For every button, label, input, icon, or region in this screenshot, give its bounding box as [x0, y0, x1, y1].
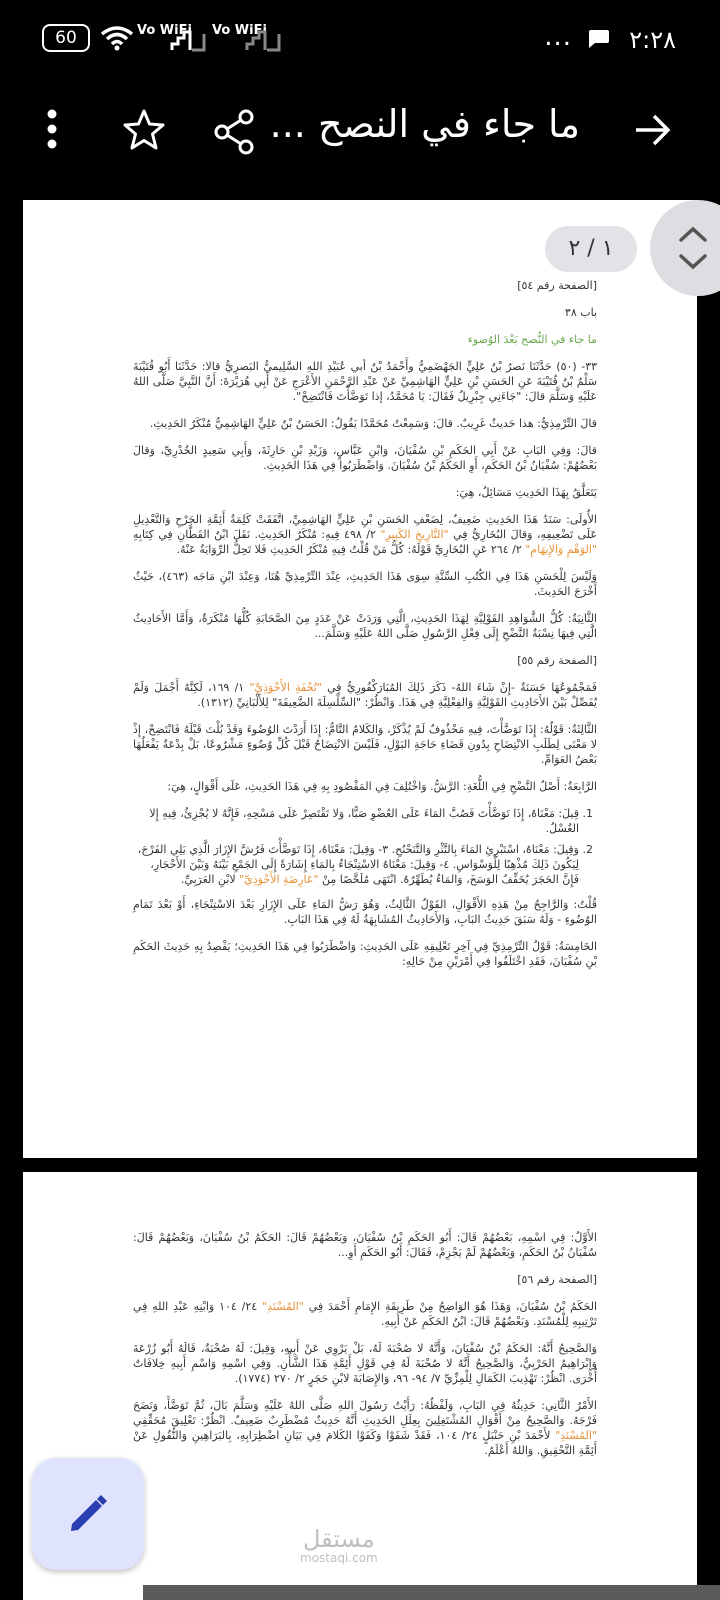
battery-indicator — [42, 24, 90, 52]
list-item: 2. وَقِيلَ: مَعْنَاهُ، اسْتَبْرِئِ المَاءَ بِالنَّثْرِ وَالتَّنَحْنُحِ. ٣- وَقِيلَ: مَعْنَاهُ، إِذَا تَوَضَّأْتَ فَرُشَّ الإِزَارَ الَّذِي يَلِي الفَرْجَ، لِيَكُونَ ذَلِكَ مُذْهِبًا لِلْوَسْوَاسِ. ٤- وَقِيلَ: مَعْنَاهُ الاسْتِنْجَاءُ بِالمَاءِ إِشَارَةً إِلَى الجَمْعِ بَيْنَهُ وَبَيْنَ الأَحْجَارِ، فَإِنَّ الحَجَرَ يُخَفِّفُ الوَسَخَ، وَالمَاءُ يُطَهِّرُهُ. انْتَهَى مُلَخَّصًا مِنْ "عَارِضَةِ الأَحْوَذِيِّ" لابْنِ العَرَبِيِّ. — [133, 842, 579, 887]
paragraph: الرَّابِعَةُ: أَصْلُ النَّضْحِ فِي اللُّغَةِ: الرَّشُّ. وَاخْتُلِفَ فِي المَقْصُودِ بِهِ فِي هَذَا الحَدِيثِ، عَلَى أَقْوَالٍ، هِيَ: — [167, 780, 597, 793]
book-reference-link: "تُحْفَةِ الأَحْوَذِيِّ" — [249, 681, 322, 694]
paragraph: وَالصَّحِيحُ أَنَّهُ: الحَكَمُ بْنُ سُفْيَانَ، وَأَنَّهُ لا صُحْبَةَ لَهُ، بَلْ يَرْوِي عَنْ أَبِيهِ، وَقِيلَ: لَهُ صُحْبَةٌ، قَالَهُ أَبُو زُرْعَةَ وَإِبْرَاهِيمُ الحَرْبِيُّ، وَالصَّحِيحُ أَنَّهُ لا صُحْبَةَ لَهُ فِي قَوْلِ أَئِمَّةِ هَذَا الشَّأْنِ. وَفِي اسْمِهِ وَاسْمِ أَبِيهِ خِلافَاتٌ أُخْرَى. انْظُرْ: تَهْذِيبَ الكَمَالِ لِلْمِزِّيِّ ٧/ ٩٤- ٩٦، وَالإِصَابَةَ لابْنِ حَجَرٍ ٢/ ٢٧٠ (١٧٧٤). — [133, 1342, 597, 1385]
back-arrow-icon[interactable] — [632, 110, 672, 150]
paragraph: الخَامِسَةُ: قَوْلُ التِّرْمِذِيِّ فِي آخِرِ تَعْلِيقِهِ عَلَى الحَدِيثِ: وَاضْطَرَبُوا فِي هَذَا الحَدِيثِ؛ يَقْصِدُ بِهِ حَدِيثَ الحَكَمِ بْنِ سُفْيَانَ، فَقَدِ اخْتَلَفُوا فِي أَمْرَيْنِ مِنْ حَالِهِ: — [133, 940, 597, 968]
book-reference-link: "المُسْنَدِ" — [555, 1429, 597, 1442]
book-reference-link: "عَارِضَةِ الأَحْوَذِيِّ" — [239, 873, 319, 886]
paragraph: فَمَجْمُوعُهَا حَسَنَةٌ -إِنْ شَاءَ اللهُ- ذَكَرَ ذَلِكَ المُبَارَكْفُورِيُّ فِي "تُحْفَةِ الأَحْوَذِيِّ" ١/ ١٦٩، لَكِنَّهُ أَجْمَلَ وَلَمْ يُفَصِّلْ بَيْنَ الأَحَادِيثِ القَوْلِيَّةِ وَالفِعْلِيَّةِ فِي هَذَا. وَانْظُرْ: "السِّلْسِلَةَ الضَّعِيفَةَ" لِلأَلْبَانِيِّ (١٣١٢). — [133, 681, 597, 709]
vowifi-label-2: Vo WiFi — [212, 23, 267, 38]
more-vertical-icon[interactable] — [32, 104, 72, 154]
battery-level: 60 — [55, 28, 77, 48]
document-page-1 — [23, 200, 697, 1158]
page-indicator: ١ / ٢ — [545, 226, 637, 272]
paragraph: قالَ التِّرْمِذِيُّ: هذا حَديثٌ غَرِيبٌ. قالَ: وَسَمِعْتُ مُحَمَّدًا يَقُولُ: الحَسَنُ بْنُ عَلِيٍّ الهَاشِمِيُّ مُنْكَرُ الحَدِيثِ. — [149, 417, 597, 430]
star-icon[interactable] — [122, 108, 166, 152]
paragraph: الثَّانِيَةُ: كُلُّ الشَّوَاهِدِ القَوْلِيَّةِ لِهَذَا الحَدِيثِ، الَّتِي وَرَدَتْ عَنْ عَدَدٍ مِنَ الصَّحَابَةِ كُلُّهَا مُنْكَرَةٌ، وَأَمَّا الأَحَادِيثُ الَّتِي فِيهَا نِسْبَةُ النَّضْحِ إِلَى فِعْلِ الرَّسُولِ صَلَّى اللهُ عَلَيْهِ وَسَلَّمَ... — [133, 612, 597, 640]
book-reference-link: "التَّارِيخِ الكَبِيرِ" — [380, 528, 449, 541]
status-bar — [0, 0, 720, 80]
paragraph: يَتَعَلَّقُ بِهَذَا الحَدِيثِ مَسَائِلُ، هِيَ: — [455, 486, 597, 499]
list-item: 1. قِيلَ: مَعْنَاهُ، إِذَا تَوَضَّأْتَ فَصُبَّ المَاءَ عَلَى العُضْوِ صَبًّا، وَلا تَقْتَصِرْ عَلَى مَسْحِهِ، فَإِنَّهُ لا يُجْزِئُ، فِيهِ إِلا الغُسْلُ. — [133, 806, 579, 836]
document-title: ما جاء في النصح ... — [269, 102, 580, 146]
paragraph: قُلْتُ: وَالرَّاجِحُ مِنْ هَذِهِ الأَقْوَالِ، القَوْلُ الثَّالِثُ، وَهُوَ رَشُّ المَاءِ عَلَى الإِزَارِ بَعْدَ الاسْتِنْجَاءِ، أَوْ بَعْدَ تَمَامِ الوُضُوءِ - وَلَهُ سَبَقَ حَدِيثُ البَابِ، وَالأَحَادِيثُ المُشَابِهَةُ لَهُ فِي هَذَا البَابِ. — [133, 898, 597, 926]
share-icon[interactable] — [212, 108, 256, 156]
book-reference-link: "المُسْنَدِ" — [262, 1300, 304, 1313]
pencil-icon — [66, 1492, 110, 1536]
more-notifications-icon: ... — [544, 22, 572, 52]
paragraph: وَلَيْسَ لِلْحَسَنِ هَذَا فِي الكُتُبِ السِّتَّةِ سِوَى هَذَا الحَدِيثِ، عِنْدَ التِّرْمِذِيِّ هُنَا، وَعِنْدَ ابْنِ مَاجَه (٤٦٣)، حَيْثُ أَخْرَجَ الحَدِيثَ. — [133, 570, 597, 598]
edit-fab-button[interactable] — [32, 1458, 144, 1570]
paragraph: الحَكَمُ بْنُ سُفْيَانَ، وَهَذَا هُوَ الوَاضِحُ مِنْ طَرِيقَةِ الإِمَامِ أَحْمَدَ فِي "المُسْنَدِ" ٢٤/ ١٠٤ وَابْنِهِ عَبْدِ اللهِ فِي تَرْتِيبِهِ لِلْمُسْنَدِ. وَبَعْضُهُمْ قَالَ: ابْنُ الحَكَمِ عَنْ أَبِيهِ. — [133, 1300, 598, 1328]
signal-icon-2 — [245, 30, 281, 52]
paragraph: قالَ: وَفِي البَابِ عَنْ أَبِي الحَكَمِ بْنِ سُفْيَانَ، وَابْنِ عَبَّاسٍ، وَزَيْدِ بْنِ حَارِثَةَ، وَأَبِي سَعِيدٍ الخُدْرِيِّ، وَقالَ بَعْضُهُمْ: سُفْيَانُ بْنُ الحَكَمِ، أَوِ الحَكَمُ بْنُ سُفْيَانَ. وَاضْطَرَبُوا فِي هَذَا الحَدِيثِ. — [133, 444, 597, 472]
page-ref: [الصفحة رقم ٥٥] — [517, 654, 597, 667]
status-time: ٢:٢٨ — [629, 26, 676, 54]
paragraph: الأَوَّلُ: فِي اسْمِهِ، بَعْضُهُمْ قَالَ: أَبُو الحَكَمِ بْنُ سُفْيَانَ، وَبَعْضُهُمْ قَالَ: الحَكَمُ بْنُ سُفْيَانَ، وَبَعْضُهُمْ قَالَ: سُفْيَانُ بْنُ الحَكَمِ، وَبَعْضُهُمْ لَمْ يَجْزِمْ، فَقَالَ: أَبُو الحَكَمِ أَوِ... — [133, 1231, 597, 1259]
app-bar — [0, 80, 720, 180]
bottom-scrollbar[interactable] — [143, 1585, 720, 1600]
wifi-icon — [100, 24, 134, 52]
paragraph: ٣٣- (٥٠) حَدَّثَنَا نَصرُ بْنُ عَلِيٍّ الجَهْضَمِيُّ وأَحْمَدُ بْنُ أبي عُبَيْدِ اللهِ السَّلِيميُّ البَصرِيُّ قالا: حَدَّثَنَا أَبُو قُتَيْبَةَ سَلْمُ بْنُ قُتَيْبَةَ عَنِ الحَسَنِ بْنِ عَلِيٍّ الهَاشِمِيِّ عَنْ عَبْدِ الرَّحْمَنِ الأَعْرَجِ عَنْ أَبِي هُرَيْرَةَ: أَنَّ النَّبِيَّ صَلَّى اللهُ عَلَيْهِ وَسَلَّمَ قالَ: "جَاءَنِي جِبْرِيلُ فَقَالَ: يَا مُحَمَّدُ، إذا تَوَضَّأْتَ فَانْتَضِحْ". — [133, 360, 598, 403]
chapter-heading: باب ٣٨ — [564, 306, 597, 319]
paragraph: الأَمْرُ الثَّانِي: حَدِيثُهُ فِي البَابِ، وَلَفْظُهُ: رَأَيْتُ رَسُولَ اللهِ صَلَّى اللهُ عَلَيْهِ وَسَلَّمَ بَالَ، ثُمَّ تَوَضَّأَ، وَنَضَحَ فَرْجَهُ. وَالصَّحِيحُ مِنْ أَقْوَالِ المُشْتَغِلِينَ بِعِلَلِ الحَدِيثِ أَنَّهُ حَدِيثٌ مُضْطَرِبٌ ضَعِيفٌ. انْظُرْ: تَعْلِيقَ مُحَقِّقِي "المُسْنَدِ" لأَحْمَدَ بْنِ حَنْبَلٍ ٢٤/ ١٠٤، فَقَدْ شَفَوْا وَكَفَوْا الكَلامَ فِي بَيَانِ اضْطِرَابِهِ، بِالبَرَاهِينِ وَالنُّقُولِ عَنْ أَئِمَّةِ التَّحْقِيقِ. وَاللهُ أَعْلَمُ. — [133, 1399, 597, 1457]
section-title: ما جاء في النُّصح بَعْدَ الوُضوء — [467, 333, 597, 346]
vowifi-label-1: Vo WiFi — [137, 23, 192, 38]
page-1-content — [133, 278, 597, 981]
watermark-logo: مستقل mostaqi.com — [300, 1525, 378, 1565]
paragraph: الأُولَى: سَنَدُ هَذَا الحَدِيثِ ضَعِيفٌ، لِضَعْفِ الحَسَنِ بْنِ عَلِيٍّ الهَاشِمِيِّ، اتَّفَقَتْ كَلِمَةُ أَئِمَّةِ الجَرْحِ وَالتَّعْدِيلِ عَلَى تَضْعِيفِهِ، وَقالَ البُخَارِيُّ فِي "التَّارِيخِ الكَبِيرِ" ٢/ ٤٩٨ فِيهِ: مُنْكَرُ الحَدِيثِ. نَقَلَ ابْنُ القَطَّانِ فِي كِتَابِهِ "الوَهْمِ وَالإِيهَامِ" ٢/ ٢٦٤ عَنِ البُخَارِيِّ قَوْلَهُ: كُلُّ مَنْ قُلْتُ فِيهِ مُنْكَرُ الحَدِيثِ فَلا تَحِلُّ الرِّوَايَةُ عَنْهُ. — [133, 513, 598, 556]
page-2-content — [133, 1230, 597, 1470]
book-reference-link: "الوَهْمِ وَالإِيهَامِ" — [525, 543, 597, 556]
numbered-list — [133, 806, 597, 887]
chat-notification-icon — [586, 28, 610, 50]
page-ref: [الصفحة رقم ٥٤] — [517, 279, 597, 292]
chevron-up-down-icon — [677, 224, 709, 272]
signal-icon-1 — [170, 30, 206, 52]
paragraph: الثَّالِثَةُ: قَوْلُهُ: إِذَا تَوَضَّأْتَ، فِيهِ مَحْذُوفٌ لَمْ يُذْكَرْ، وَالكَلامُ التَّامُّ: إِذَا أَرَدْتَ الوُضُوءَ وَقَدْ بُلْتَ قَبْلَهُ فَانْتَضِحْ، إِذْ لا مَعْنَى لِطَلَبِ الانْتِضَاحِ بِدُونِ قَضَاءِ حَاجَةِ البَوْلِ، فَلَيْسَ الانْتِضَاحُ قَبْلَ كُلِّ وُضُوءٍ مَشْرُوعًا، بَلْ بِدْعَةٌ يَفْعَلُهَا بَعْضُ العَوَامِّ. — [133, 723, 597, 766]
page-ref: [الصفحة رقم ٥٦] — [517, 1273, 597, 1286]
